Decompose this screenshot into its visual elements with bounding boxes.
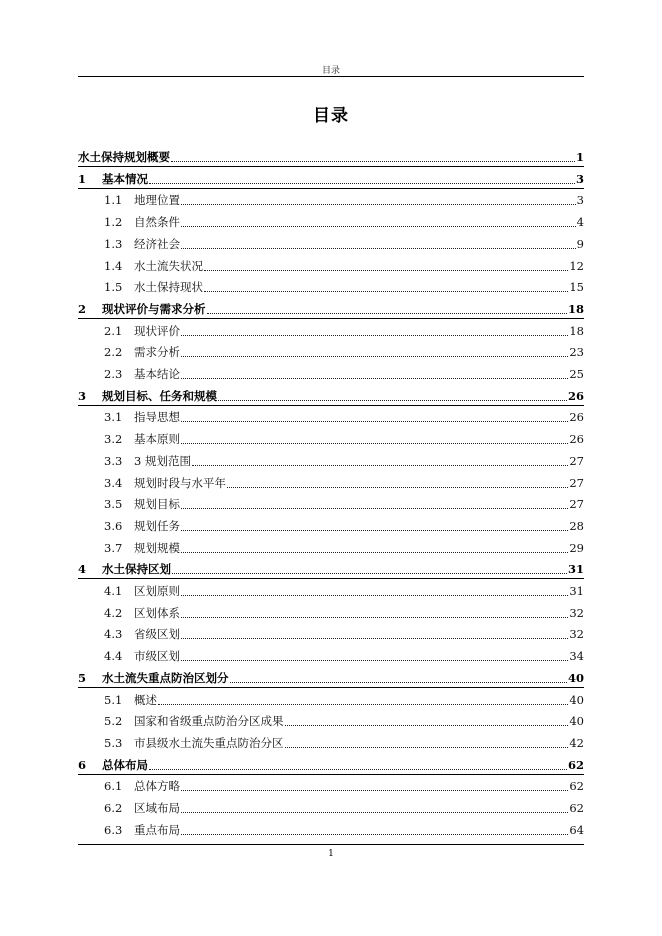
toc-section-entry[interactable] [78,408,584,426]
toc-dot-leader [181,551,568,553]
toc-dot-leader [181,225,576,227]
toc-dot-leader [207,312,567,314]
toc-section-entry[interactable] [78,430,584,448]
toc-chapter-entry[interactable] [78,300,584,319]
toc-entry-label: 总体布局 [102,757,148,772]
toc-entry-label: 国家和省级重点防治分区成果 [134,714,284,729]
toc-entry-label: 规划目标 [134,497,180,512]
toc-dot-leader [181,811,568,813]
toc-chapter-entry[interactable] [78,669,584,688]
toc-dot-leader [149,768,567,770]
toc-section-entry[interactable] [78,278,584,296]
footer-rule [78,844,584,845]
toc-entry-page: 31 [567,562,584,577]
toc-dot-leader [181,594,568,596]
toc-entry-number: 6.1 [104,779,123,794]
toc-entry-number: 1 [78,171,87,186]
toc-section-entry[interactable] [78,474,584,492]
toc-dot-leader [181,659,568,661]
toc-entry-page: 29 [569,540,584,555]
toc-entry-number: 4.4 [104,649,123,664]
toc-entry-page: 28 [569,518,584,533]
toc-section-entry[interactable] [78,235,584,253]
toc-entry-number: 3.2 [104,432,123,447]
toc-entry-label: 重点布局 [134,822,180,837]
toc-entry-label: 规划目标、任务和规模 [102,388,217,403]
toc-section-entry[interactable] [78,322,584,340]
toc-entry-number: 4.3 [104,627,123,642]
toc-section-entry[interactable] [78,257,584,275]
toc-dot-leader [181,355,568,357]
toc-entry-number: 2.1 [104,323,123,338]
toc-entry-page: 3 [576,193,584,208]
toc-dot-leader [285,724,569,726]
toc-entry-number: 3.1 [104,410,123,425]
toc-entry-page: 27 [569,453,584,468]
toc-entry-label: 区划原则 [134,584,180,598]
header-rule [78,76,584,77]
toc-dot-leader [181,247,576,249]
toc-dot-leader [181,833,568,835]
toc-entry-label: 总体方略 [134,779,180,794]
toc-dot-leader [230,681,567,683]
toc-entry-number: 4 [78,562,87,577]
toc-entry-label: 需求分析 [134,345,180,360]
toc-entry-page: 40 [569,692,584,707]
toc-section-entry[interactable] [78,452,584,470]
toc-dot-leader [172,572,567,574]
toc-entry-number: 6.3 [104,822,123,837]
toc-section-entry[interactable] [78,691,584,709]
toc-entry-label: 规划任务 [134,518,180,533]
toc-entry-label: 3 规划范围 [134,453,191,468]
toc-entry-page: 9 [576,236,584,251]
toc-entry-page: 62 [569,779,584,794]
toc-section-entry[interactable] [78,604,584,622]
toc-section-entry[interactable] [78,191,584,209]
toc-dot-leader [285,746,569,748]
toc-entry-page: 40 [569,714,584,729]
toc-entry-label: 基本结论 [134,367,180,381]
toc-entry-number: 1.2 [104,215,123,230]
toc-entry-number: 1.4 [104,258,123,273]
toc-section-entry[interactable] [78,647,584,665]
toc-entry-page: 23 [569,345,584,360]
toc-entry-label: 水土保持规划概要 [78,150,170,164]
toc-entry-number: 3.3 [104,453,123,468]
toc-entry-label: 基本情况 [102,171,148,186]
toc-entry-page: 18 [569,323,584,338]
toc-entry-label: 基本原则 [134,432,180,447]
toc-section-entry[interactable] [78,712,584,730]
toc-entry-number: 3 [78,388,87,403]
toc-entry-page: 42 [569,735,584,750]
toc-entry-page: 18 [567,301,584,316]
toc-entry-number: 5 [78,670,87,685]
toc-section-entry[interactable] [78,343,584,361]
toc-entry-page: 62 [569,801,584,815]
toc-entry-label: 规划时段与水平年 [134,475,226,490]
toc-entry-page: 32 [569,627,584,642]
toc-dot-leader [181,616,568,618]
toc-entry-page: 27 [569,475,584,490]
toc-chapter-entry[interactable] [78,148,584,167]
toc-chapter-entry[interactable] [78,170,584,189]
toc-entry-page: 26 [567,388,584,403]
toc-entry-number: 6 [78,757,87,772]
toc-entry-page: 64 [569,822,584,837]
toc-entry-label: 现状评价 [134,323,180,338]
toc-entry-page: 1 [575,150,584,164]
toc-section-entry[interactable] [78,777,584,795]
toc-dot-leader [181,529,568,531]
toc-entry-label: 概述 [134,692,157,707]
toc-dot-leader [181,507,568,509]
toc-section-entry[interactable] [78,582,584,600]
toc-entry-page: 25 [569,367,584,381]
toc-entry-label: 现状评价与需求分析 [102,301,206,316]
toc-dot-leader [181,203,576,205]
page-number: 1 [328,849,334,859]
toc-dot-leader [181,789,568,791]
toc-entry-label: 区划体系 [134,605,180,620]
toc-entry-number: 4.2 [104,605,123,620]
toc-entry-label: 区域布局 [134,801,180,815]
toc-dot-leader [227,486,568,488]
toc-section-entry[interactable] [78,213,584,231]
toc-entry-page: 26 [569,432,584,447]
toc-dot-leader [181,377,568,379]
toc-entry-page: 3 [575,171,584,186]
toc-section-entry[interactable] [78,799,584,817]
toc-chapter-entry[interactable] [78,387,584,406]
toc-entry-label: 规划规模 [134,540,180,555]
toc-dot-leader [158,703,568,705]
toc-dot-leader [204,290,568,292]
toc-entry-number: 2.2 [104,345,123,360]
toc-entry-label: 地理位置 [134,193,180,208]
toc-entry-number: 1.5 [104,280,123,295]
toc-dot-leader [218,399,567,401]
toc-entry-label: 水土流失重点防治区划分 [102,670,229,685]
toc-entry-label: 市县级水土流失重点防治分区 [134,735,284,750]
toc-entry-label: 经济社会 [134,236,180,251]
toc-entry-number: 3.6 [104,518,123,533]
toc-entry-label: 市级区划 [134,649,180,664]
toc-entry-label: 水土保持区划 [102,562,171,577]
toc-entry-number: 2 [78,301,87,316]
toc-entry-number: 4.1 [104,584,123,598]
toc-section-entry[interactable] [78,517,584,535]
page-title: 目录 [313,106,349,126]
toc-entry-number: 2.3 [104,367,123,381]
toc-entry-label: 省级区划 [134,627,180,642]
toc-entry-page: 12 [569,258,584,273]
toc-entry-number: 6.2 [104,801,123,815]
toc-entry-page: 4 [576,215,584,230]
toc-dot-leader [181,442,568,444]
toc-dot-leader [192,464,568,466]
toc-entry-page: 31 [569,584,584,598]
toc-entry-label: 指导思想 [134,410,180,425]
toc-entry-page: 27 [569,497,584,512]
toc-section-entry[interactable] [78,495,584,513]
toc-section-entry[interactable] [78,821,584,839]
toc-dot-leader [181,420,568,422]
toc-entry-page: 40 [567,670,584,685]
toc-entry-number: 5.2 [104,714,123,729]
toc-entry-number: 5.3 [104,735,123,750]
toc-entry-label: 水土流失状况 [134,258,203,273]
toc-chapter-entry[interactable] [78,756,584,775]
toc-section-entry[interactable] [78,539,584,557]
toc-chapter-entry[interactable] [78,560,584,579]
toc-section-entry[interactable] [78,365,584,383]
toc-section-entry[interactable] [78,625,584,643]
toc-section-entry[interactable] [78,734,584,752]
toc-entry-number: 3.4 [104,475,123,490]
toc-dot-leader [171,160,575,162]
toc-entry-number: 3.7 [104,540,123,555]
toc-dot-leader [204,269,568,271]
toc-entry-number: 3.5 [104,497,123,512]
running-header: 目录 [321,66,340,76]
toc-dot-leader [181,334,568,336]
toc-entry-number: 5.1 [104,692,123,707]
toc-entry-page: 34 [569,649,584,664]
toc-entry-page: 26 [569,410,584,425]
toc-entry-label: 水土保持现状 [134,280,203,295]
toc-entry-number: 1.1 [104,193,123,208]
toc-entry-page: 15 [569,280,584,295]
toc-dot-leader [181,637,568,639]
toc-dot-leader [149,182,575,184]
toc-entry-page: 32 [569,605,584,620]
toc-entry-number: 1.3 [104,236,123,251]
toc-entry-label: 自然条件 [134,215,180,230]
toc-entry-page: 62 [567,757,584,772]
